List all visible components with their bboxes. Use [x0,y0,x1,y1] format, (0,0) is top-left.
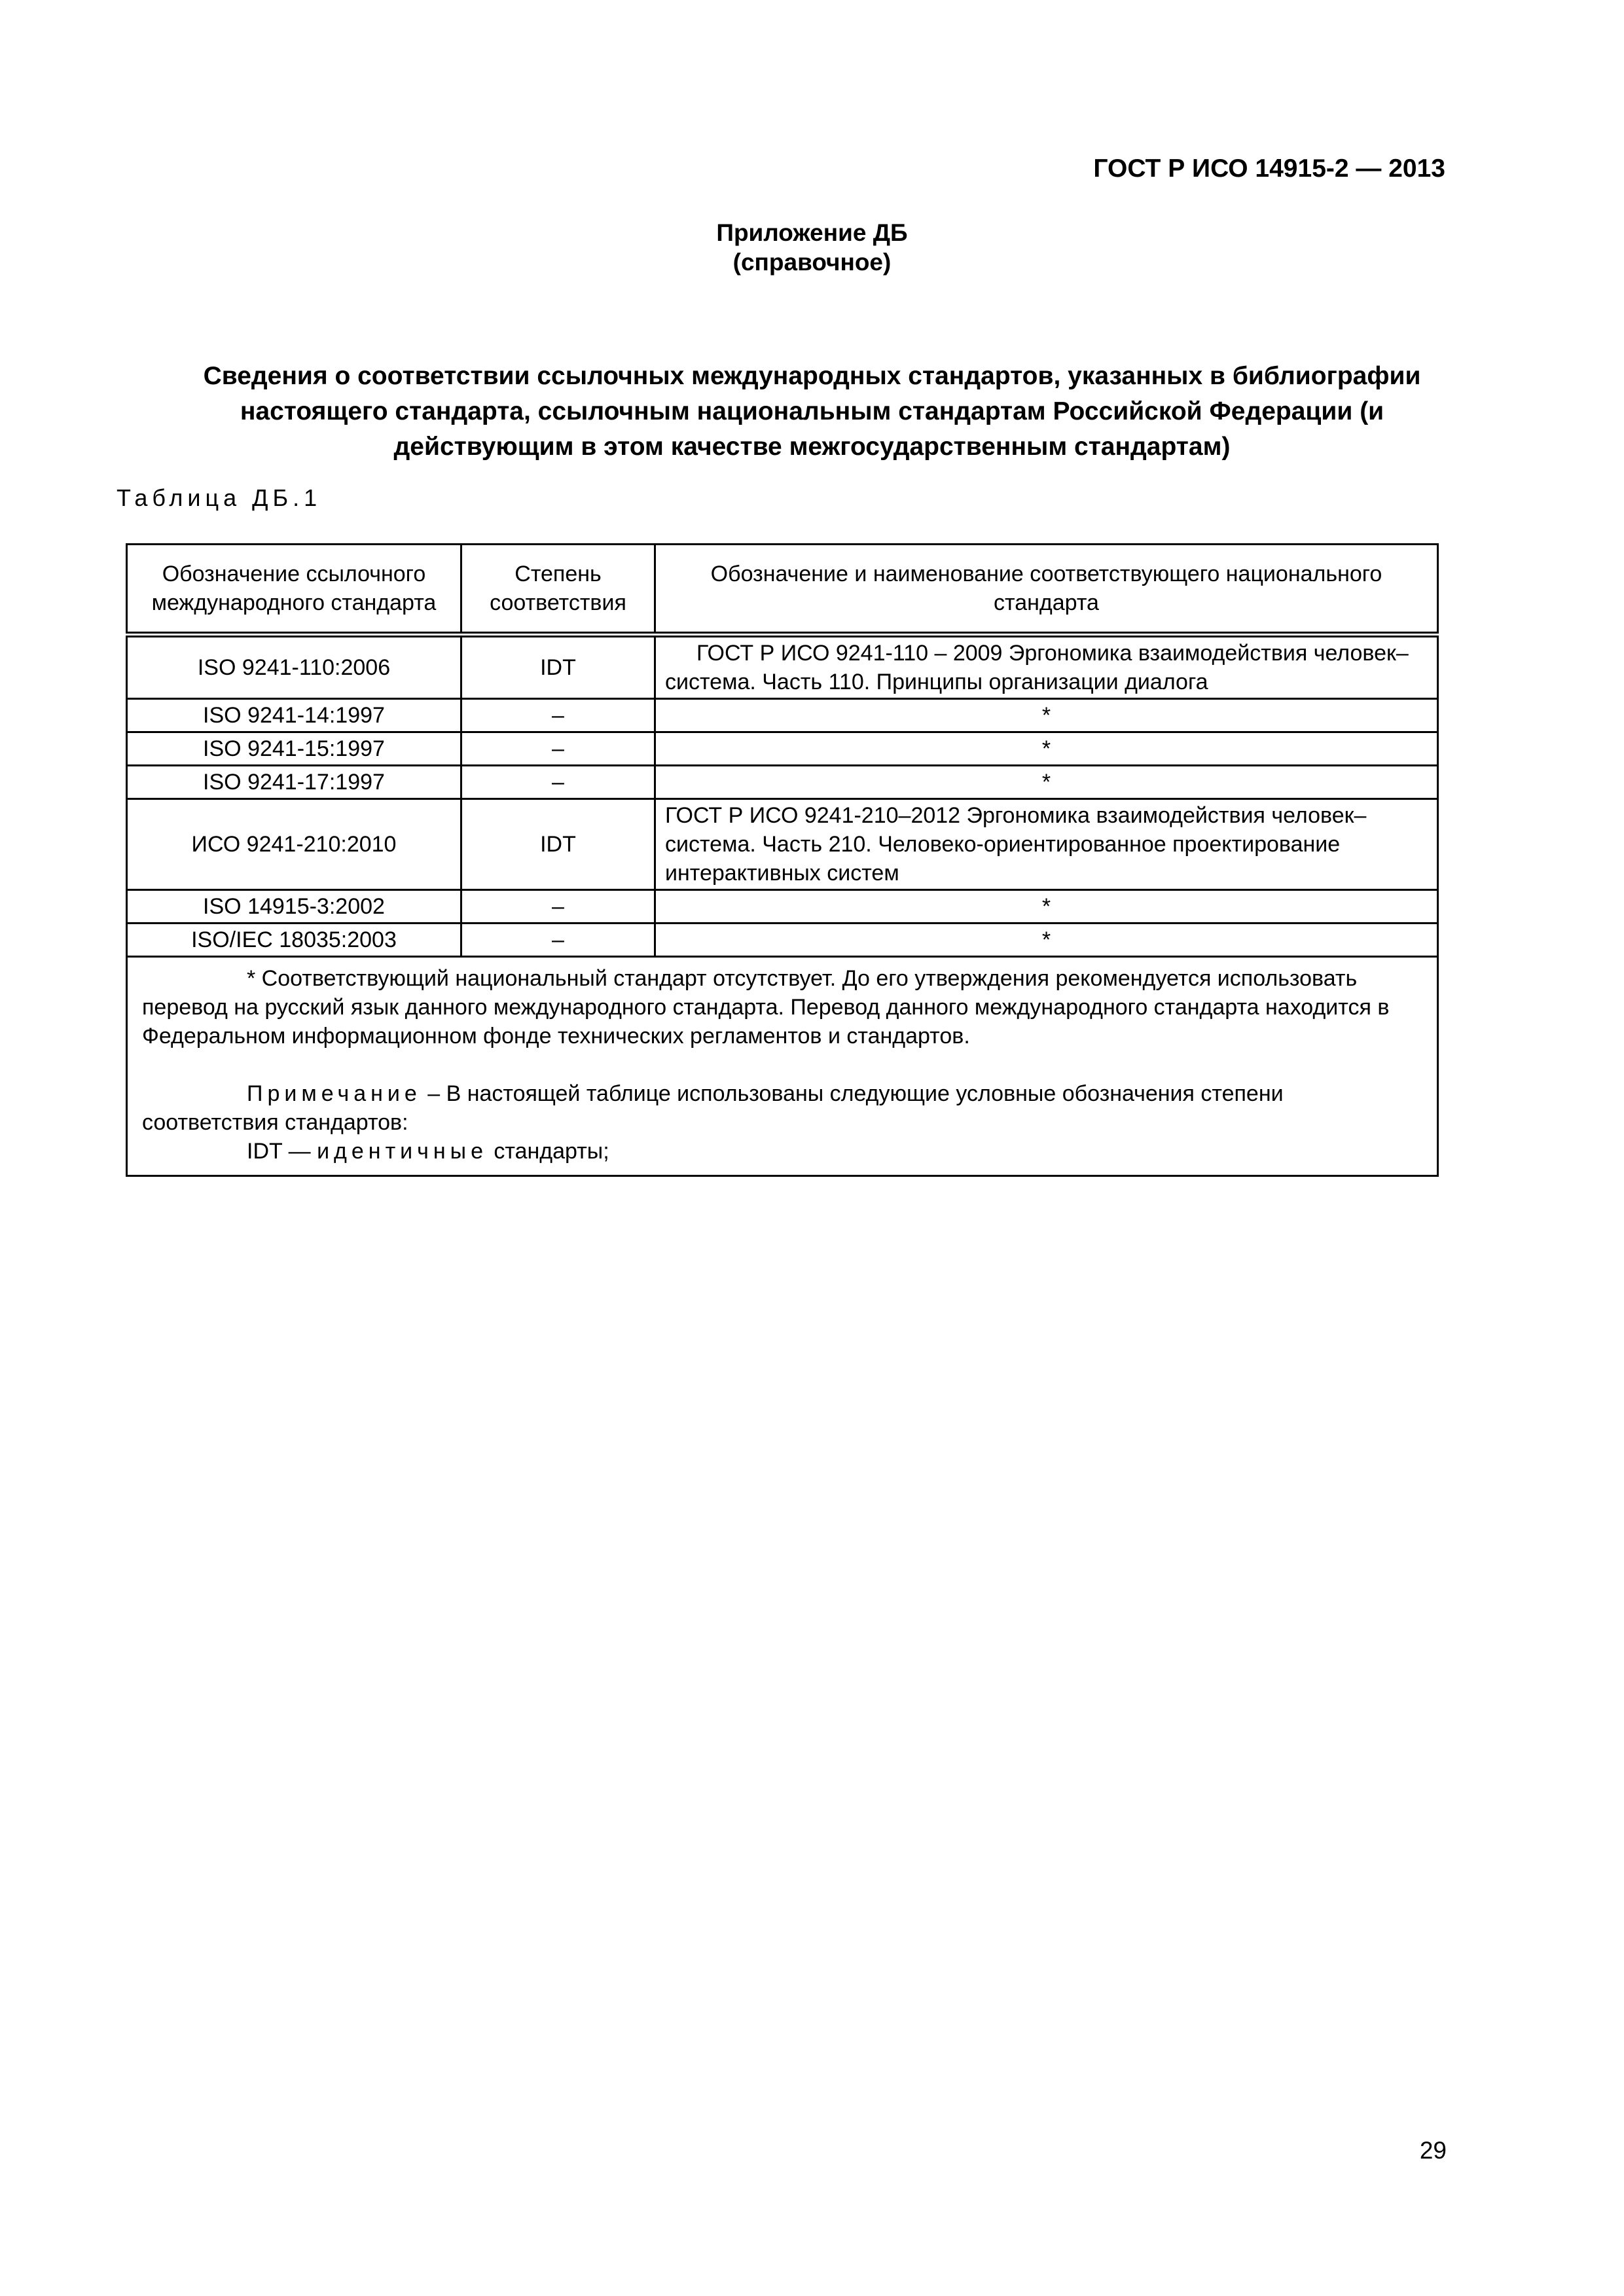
column-header-national-standard: Обозначение и наименование соответствующего национального стандарта [655,545,1438,635]
cell-intl-standard: ISO 9241-14:1997 [127,699,461,732]
footnote-text: * Соответствующий национальный стандарт отсутствует. До его утверждения рекомендуется использовать перевод на русский язык данного международного стандарта. Перевод данного международного стандарта находится в Федеральном информационном фонде технических регламентов и стандартов. [142,966,1390,1049]
table-row [127,799,1438,890]
table-footnote-row [127,957,1438,1176]
cell-national-standard: * [655,766,1438,799]
heading-line-2: настоящего стандарта, ссылочным национальным стандартам Российской Федерации (и [240,397,1384,425]
section-heading [85,359,1539,465]
table-row [127,890,1438,924]
correspondence-table [126,543,1439,1177]
idt-word: идентичные [317,1139,488,1164]
note-label: Примечание [247,1081,422,1106]
table-row [127,766,1438,799]
cell-degree: IDT [461,799,655,890]
heading-line-3: действующим в этом качестве межгосударственным стандартам) [393,433,1231,461]
idt-code: IDT [247,1139,283,1164]
cell-national-standard: * [655,924,1438,957]
note-spacer [142,1050,1422,1079]
cell-national-standard: * [655,732,1438,766]
cell-intl-standard: ИСО 9241-210:2010 [127,799,461,890]
table-caption: Таблица ДБ.1 [117,484,322,511]
cell-degree: – [461,924,655,957]
cell-national-standard: * [655,699,1438,732]
table-row [127,924,1438,957]
appendix-title-block [0,218,1624,277]
cell-degree: – [461,699,655,732]
table-row [127,732,1438,766]
cell-national-standard: * [655,890,1438,924]
cell-national-standard: ГОСТ Р ИСО 9241-210–2012 Эргономика взаимодействия человек–система. Часть 210. Человеко-ориентированное проектирование интерактивных систем [655,799,1438,890]
column-header-intl-standard: Обозначение ссылочного международного стандарта [127,545,461,635]
cell-degree: – [461,732,655,766]
cell-degree: – [461,890,655,924]
cell-intl-standard: ISO/IEC 18035:2003 [127,924,461,957]
cell-intl-standard: ISO 9241-15:1997 [127,732,461,766]
cell-intl-standard: ISO 9241-110:2006 [127,635,461,699]
heading-line-1: Сведения о соответствии ссылочных международных стандартов, указанных в библиографии [203,362,1421,390]
idt-legend [142,1137,1422,1166]
page-number: 29 [1419,2137,1447,2164]
cell-intl-standard: ISO 9241-17:1997 [127,766,461,799]
note-paragraph [142,1079,1422,1137]
cell-intl-standard: ISO 14915-3:2002 [127,890,461,924]
table-row [127,635,1438,699]
idt-tail: стандарты; [487,1139,609,1164]
table-header-row [127,545,1438,635]
document-code: ГОСТ Р ИСО 14915-2 — 2013 [1093,154,1445,183]
appendix-title: Приложение ДБ [716,219,908,246]
appendix-subtitle: (справочное) [732,249,892,276]
cell-degree: – [461,766,655,799]
idt-dash: — [282,1139,317,1164]
cell-degree: IDT [461,635,655,699]
column-header-degree: Степень соответствия [461,545,655,635]
table-footnote-cell [127,957,1438,1176]
cell-national-standard: ГОСТ Р ИСО 9241-110 – 2009 Эргономика взаимодействия человек–система. Часть 110. Принципы организации диалога [655,635,1438,699]
table-row [127,699,1438,732]
note-text: – В настоящей таблице использованы следующие условные обозначения степени соответствия стандартов: [142,1081,1284,1135]
